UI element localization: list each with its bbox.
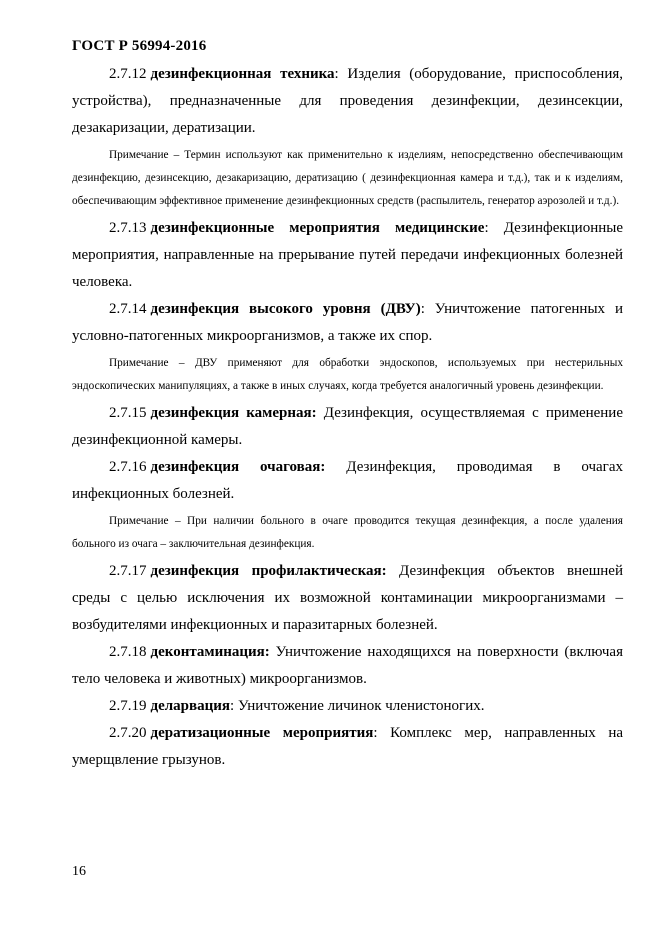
entry-term: дезинфекция профилактическая: bbox=[150, 563, 387, 579]
term-entry-2-7-12 bbox=[72, 61, 623, 142]
page-number: 16 bbox=[72, 864, 86, 879]
term-entry-2-7-16 bbox=[72, 454, 623, 508]
entry-term: дезинфекционная техника bbox=[150, 66, 335, 82]
term-entry-2-7-17 bbox=[72, 558, 623, 639]
entry-number: 2.7.14 bbox=[109, 301, 147, 317]
document-header: ГОСТ Р 56994-2016 bbox=[72, 38, 207, 54]
note-2-7-16: Примечание – При наличии больного в очаге проводится текущая дезинфекция, а после удаления больного из очага – заключительная дезинфекция. bbox=[72, 515, 623, 550]
entry-definition: Дезинфекция, осуществляемая с применение дезинфекционной камеры. bbox=[72, 405, 623, 448]
entry-definition: Изделия (оборудование, приспособления, устройства), предназначенные для проведения дезинфекции, дезинсекции, дезакаризации, дератизации. bbox=[72, 66, 623, 136]
entry-definition: Дезинфекция, проводимая в очагах инфекционных болезней. bbox=[72, 459, 623, 502]
entry-term: дезинфекция камерная: bbox=[150, 405, 317, 421]
entry-number: 2.7.17 bbox=[109, 563, 147, 579]
term-entry-2-7-13 bbox=[72, 215, 623, 296]
entry-term: деларвация bbox=[150, 698, 231, 714]
term-entry-2-7-18 bbox=[72, 639, 623, 693]
term-entry-2-7-15 bbox=[72, 400, 623, 454]
entry-definition: Комплекс мер, направленных на умерщвление грызунов. bbox=[72, 725, 624, 768]
term-entry-2-7-20 bbox=[72, 720, 623, 774]
entry-definition: Уничтожение находящихся на поверхности (включая тело человека и животных) микроорганизмов. bbox=[72, 644, 623, 687]
note-2-7-12: Примечание – Термин используют как применительно к изделиям, непосредственно обеспечивающим дезинфекцию, дезинсекцию, дезакаризацию, дератизацию ( дезинфекционная камера и т.д.), так и к изделиям, обеспечивающим эффективное применение дезинфекционных средств (распылитель, генератор аэрозолей и т.д.). bbox=[72, 149, 623, 207]
entry-term: дезинфекция очаговая: bbox=[150, 459, 326, 475]
entry-number: 2.7.12 bbox=[109, 66, 147, 82]
entry-separator: : bbox=[373, 725, 378, 741]
entry-number: 2.7.19 bbox=[109, 698, 147, 714]
entry-number: 2.7.20 bbox=[109, 725, 147, 741]
term-entry-2-7-14 bbox=[72, 296, 623, 350]
entry-term: дезинфекционные мероприятия медицинские bbox=[150, 220, 485, 236]
entry-number: 2.7.13 bbox=[109, 220, 147, 236]
entry-number: 2.7.15 bbox=[109, 405, 147, 421]
entry-definition: Дезинфекция объектов внешней среды с целью исключения их возможной контаминации микроорганизмами – возбудителями инфекционных и паразитарных болезней. bbox=[72, 563, 623, 633]
entry-definition: Дезинфекционные мероприятия, направленные на прерывание путей передачи инфекционных болезней человека. bbox=[72, 220, 623, 290]
entry-term: деконтаминация: bbox=[150, 644, 270, 660]
entry-separator: : bbox=[230, 698, 235, 714]
document-body bbox=[72, 61, 623, 774]
entry-separator: : bbox=[484, 220, 489, 236]
entry-separator: : bbox=[334, 66, 339, 82]
entry-definition: Уничтожение личинок членистоногих. bbox=[234, 698, 485, 714]
note-2-7-14: Примечание – ДВУ применяют для обработки эндоскопов, используемых при нестерильных эндоскопических манипуляциях, а также в иных случаях, когда требуется аналогичный уровень дезинфекции. bbox=[72, 357, 623, 392]
entry-number: 2.7.18 bbox=[109, 644, 147, 660]
entry-separator: : bbox=[420, 301, 425, 317]
entry-definition: Уничтожение патогенных и условно-патогенных микроорганизмов, а также их спор. bbox=[72, 301, 623, 344]
entry-term: дератизационные мероприятия bbox=[150, 725, 374, 741]
term-entry-2-7-19 bbox=[72, 693, 623, 720]
entry-term: дезинфекция высокого уровня (ДВУ) bbox=[150, 301, 421, 317]
entry-number: 2.7.16 bbox=[109, 459, 147, 475]
